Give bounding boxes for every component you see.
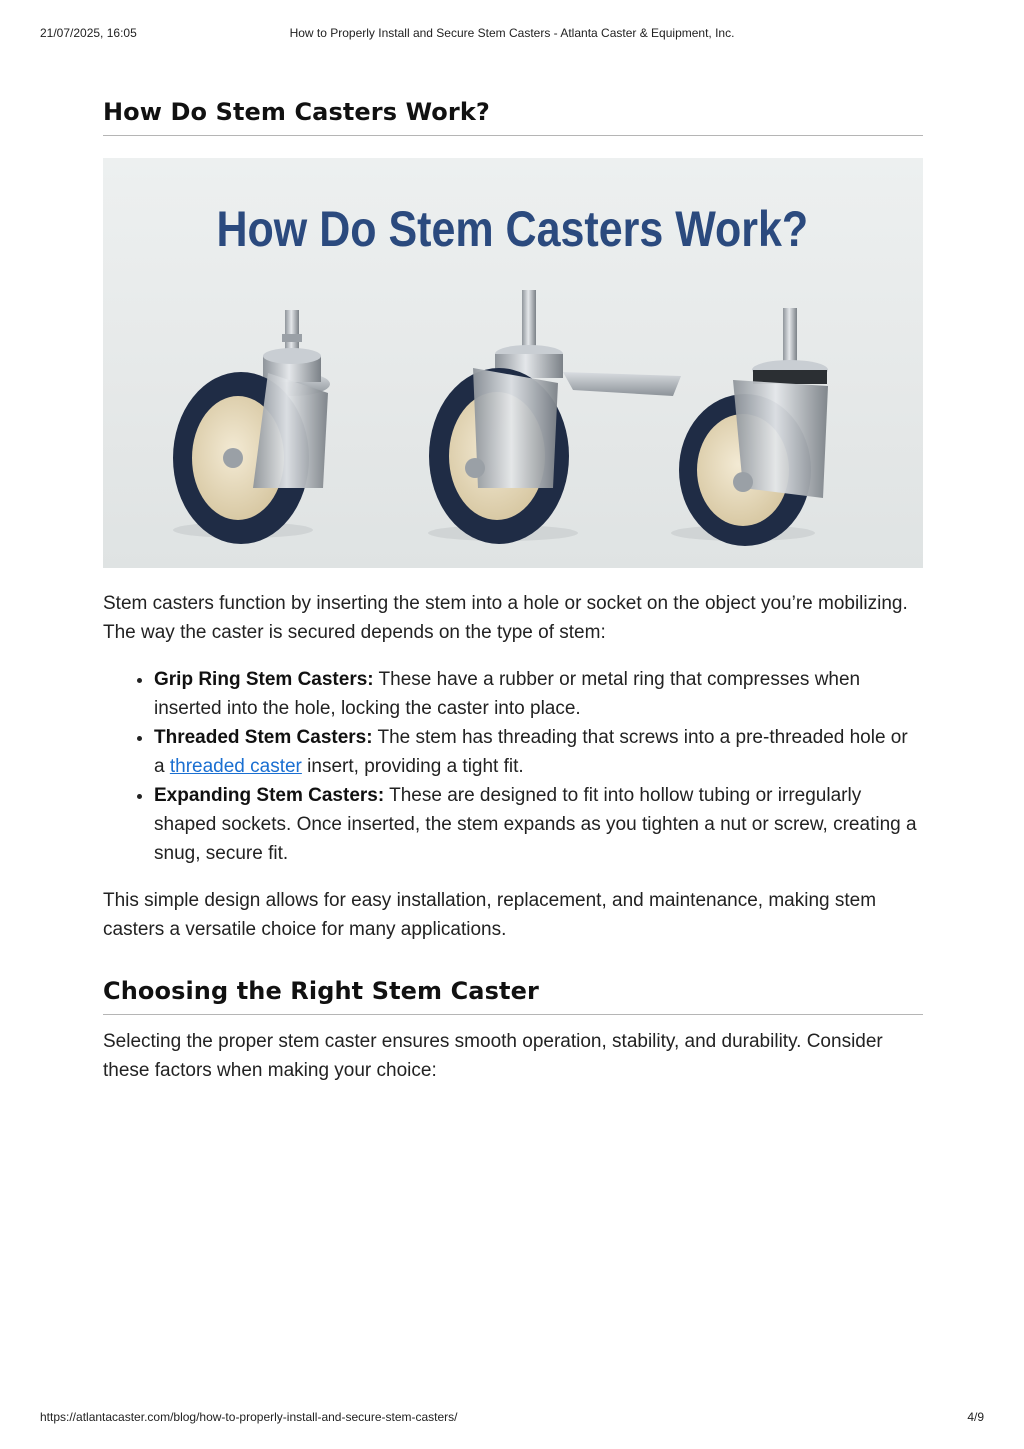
print-footer-url: https://atlantacaster.com/blog/how-to-properly-install-and-secure-stem-casters/: [40, 1410, 458, 1424]
list-item-term: Threaded Stem Casters:: [154, 727, 373, 748]
print-footer-page-number: 4/9: [967, 1410, 984, 1424]
list-item-text: insert, providing a tight fit.: [301, 756, 524, 777]
section-heading-how-stem-casters-work: How Do Stem Casters Work?: [103, 98, 923, 136]
list-item-text: These have a rubber or metal ring that compresses when inserted into the hole, locking the caster into place.: [154, 669, 861, 719]
stem-casters-illustration: [103, 158, 923, 568]
list-item-text: These are designed to fit into hollow tubing or irregularly shaped sockets. Once inserted, the stem expands as you tighten a nut or screw, creating a snug, secure fit.: [154, 785, 917, 864]
stem-casters-image: [103, 158, 923, 568]
list-item-term: Grip Ring Stem Casters:: [154, 669, 374, 690]
list-item: [154, 781, 923, 868]
expanding-caster-graphic: [671, 308, 828, 546]
print-header-title: How to Properly Install and Secure Stem Casters - Atlanta Caster & Equipment, Inc.: [289, 26, 735, 40]
list-item: [154, 723, 923, 781]
section1-intro-paragraph: Stem casters function by inserting the stem into a hole or socket on the object you’re mobilizing. The way the caster is secured depends on the type of stem:: [103, 593, 908, 643]
threaded-caster-link[interactable]: threaded caster: [169, 756, 302, 777]
list-item-term: Expanding Stem Casters:: [154, 785, 385, 806]
stem-types-list: [103, 665, 923, 868]
grip-ring-caster-graphic: [173, 310, 330, 544]
section-heading-choosing-stem-caster: Choosing the Right Stem Caster: [103, 977, 923, 1015]
list-item: [154, 665, 923, 723]
section2-intro-paragraph: Selecting the proper stem caster ensures smooth operation, stability, and durability. Consider these factors when making your choice:: [103, 1031, 883, 1081]
print-header-date: 21/07/2025, 16:05: [40, 26, 137, 40]
section1-outro-paragraph: This simple design allows for easy installation, replacement, and maintenance, making stem casters a versatile choice for many applications.: [103, 890, 877, 940]
image-title-text: How Do Stem Casters Work?: [216, 200, 809, 257]
threaded-caster-graphic: [428, 290, 681, 544]
article-content: [103, 98, 923, 1085]
list-item-text: The stem has threading that screws into a pre-threaded hole or a: [154, 727, 908, 777]
